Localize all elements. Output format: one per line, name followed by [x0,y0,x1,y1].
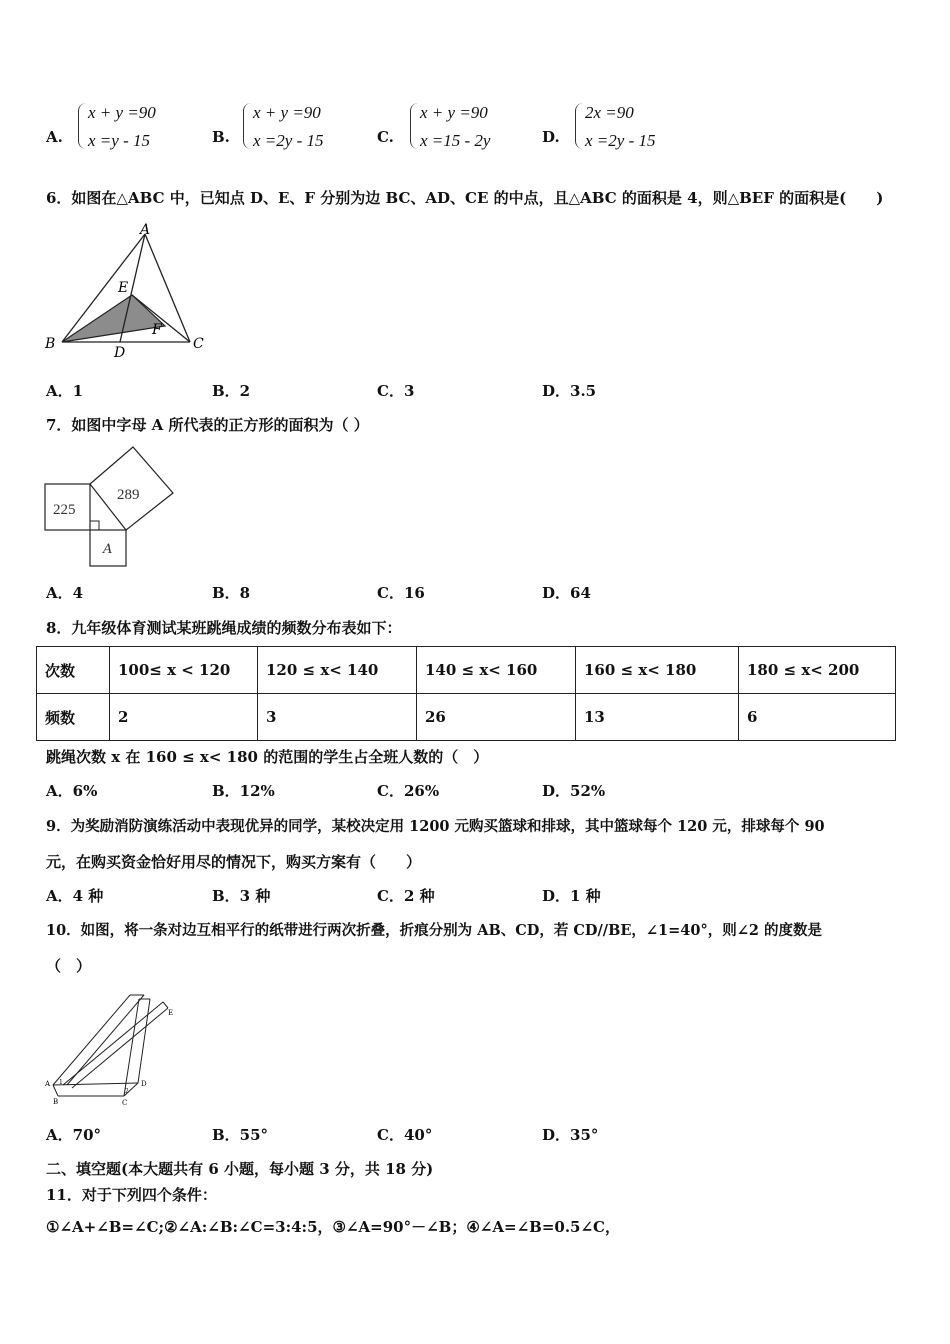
label-a: A [45,1080,51,1088]
label-289: 289 [117,487,140,503]
equation: x =y - 15 [88,131,150,150]
label-c: C [193,336,204,352]
equation: x + y =90 [88,103,156,122]
label-d: D [141,1080,147,1088]
q5-option-c-system [410,103,520,153]
shaded-triangle-bef [62,295,165,342]
table-cell: 180 ≤ x< 200 [739,647,896,694]
equation: x + y =90 [420,103,488,122]
strip-edge [138,999,150,1083]
label-f: F [152,322,162,338]
q10-paper-strip-figure [40,990,190,1110]
section-2-title: 二、填空题(本大题共有 6 小题，每小题 3 分，共 18 分) [46,1160,434,1178]
q8-text: 8．九年级体育测试某班跳绳成绩的频数分布表如下： [46,619,402,637]
q7-squares-figure [40,445,180,570]
table-cell: 频数 [37,694,110,741]
label-angle-2: 2 [125,1088,129,1095]
q10-line-1: 10．如图，将一条对边互相平行的纸带进行两次折叠，折痕分别为 AB、CD，若 CD//BE，∠1=40°，则∠2 的度数是 [46,922,823,939]
q9-option-c: C．2 种 [377,887,435,905]
q7-option-d: D．64 [542,584,591,602]
table-cell: 次数 [37,647,110,694]
table-row [37,647,896,694]
q5-option-d-letter: D. [542,128,560,146]
brace [243,103,252,149]
table-cell: 3 [258,694,417,741]
equation: 2x =90 [585,103,634,122]
q10-option-d: D．35° [542,1126,599,1144]
q7-text: 7．如图中字母 A 所代表的正方形的面积为（ ） [46,416,369,434]
table-cell: 140 ≤ x< 160 [417,647,576,694]
q9-line-2: 元，在购买资金恰好用尽的情况下，购买方案有（ ） [46,853,422,871]
brace [410,103,419,149]
label-d: D [114,345,126,361]
crease-ab [53,1085,58,1096]
label-c: C [122,1099,128,1107]
q10-option-a: A．70° [46,1126,102,1144]
q5-option-b-system [243,103,353,153]
q8-frequency-table [36,646,896,741]
q8-option-a: A．6% [46,782,98,800]
equation: x =2y - 15 [253,131,324,150]
equation: x + y =90 [253,103,321,122]
table-cell: 13 [576,694,739,741]
q6-option-c: C．3 [377,382,415,400]
q6-option-a: A．1 [46,382,84,400]
table-cell: 6 [739,694,896,741]
q9-option-d: D．1 种 [542,887,601,905]
q8-option-c: C．26% [377,782,440,800]
q10-line-2: （ ） [46,957,92,975]
q9-option-a: A．4 种 [46,887,104,905]
table-cell: 160 ≤ x< 180 [576,647,739,694]
q6-text: 6．如图在△ABC 中，已知点 D、E、F 分别为边 BC、AD、CE 的中点，且△ABC 的面积是 4，则△BEF 的面积是( ) [46,189,884,207]
strip-edge [72,1008,168,1088]
brace [575,103,584,149]
q9-option-b: B．3 种 [212,887,271,905]
equation: x =15 - 2y [420,131,491,150]
label-e: E [168,1009,174,1017]
strip-end [163,1002,168,1008]
q8-question: 跳绳次数 x 在 160 ≤ x< 180 的范围的学生占全班人数的（ ） [46,748,489,766]
q7-option-a: A．4 [46,584,84,602]
table-row [37,694,896,741]
q11-conditions: ①∠A+∠B=∠C;②∠A:∠B:∠C=3:4:5，③∠A=90°－∠B；④∠A=∠B=0.5∠C， [46,1218,620,1236]
label-225: 225 [53,502,76,518]
q10-option-c: C．40° [377,1126,433,1144]
label-angle-1: 1 [59,1079,63,1086]
table-cell: 120 ≤ x< 140 [258,647,417,694]
q7-option-c: C．16 [377,584,425,602]
table-cell: 2 [110,694,258,741]
q5-option-d-system [575,103,685,153]
label-a: A [103,542,113,557]
q8-option-d: D．52% [542,782,606,800]
q5-option-c-letter: C. [377,128,394,146]
q6-triangle-figure [40,220,220,365]
q7-option-b: B．8 [212,584,251,602]
strip-edge [124,999,139,1096]
table-cell: 26 [417,694,576,741]
q6-option-b: B．2 [212,382,251,400]
label-e: E [118,280,129,296]
equation: x =2y - 15 [585,131,656,150]
q8-option-b: B．12% [212,782,275,800]
brace [78,103,87,149]
right-angle-mark [90,521,99,530]
label-b: B [53,1098,59,1106]
q5-option-b-letter: B. [212,128,230,146]
q5-option-a-system [78,103,188,153]
table-cell: 100≤ x < 120 [110,647,258,694]
q11-text: 11．对于下列四个条件： [46,1186,217,1204]
label-b: B [45,336,56,352]
q6-option-d: D．3.5 [542,382,597,400]
label-a: A [140,222,151,238]
q5-option-a-letter: A. [46,128,63,146]
q10-option-b: B．55° [212,1126,269,1144]
q9-line-1: 9．为奖励消防演练活动中表现优异的同学，某校决定用 1200 元购买篮球和排球，其中篮球每个 120 元，排球每个 90 [46,818,825,835]
